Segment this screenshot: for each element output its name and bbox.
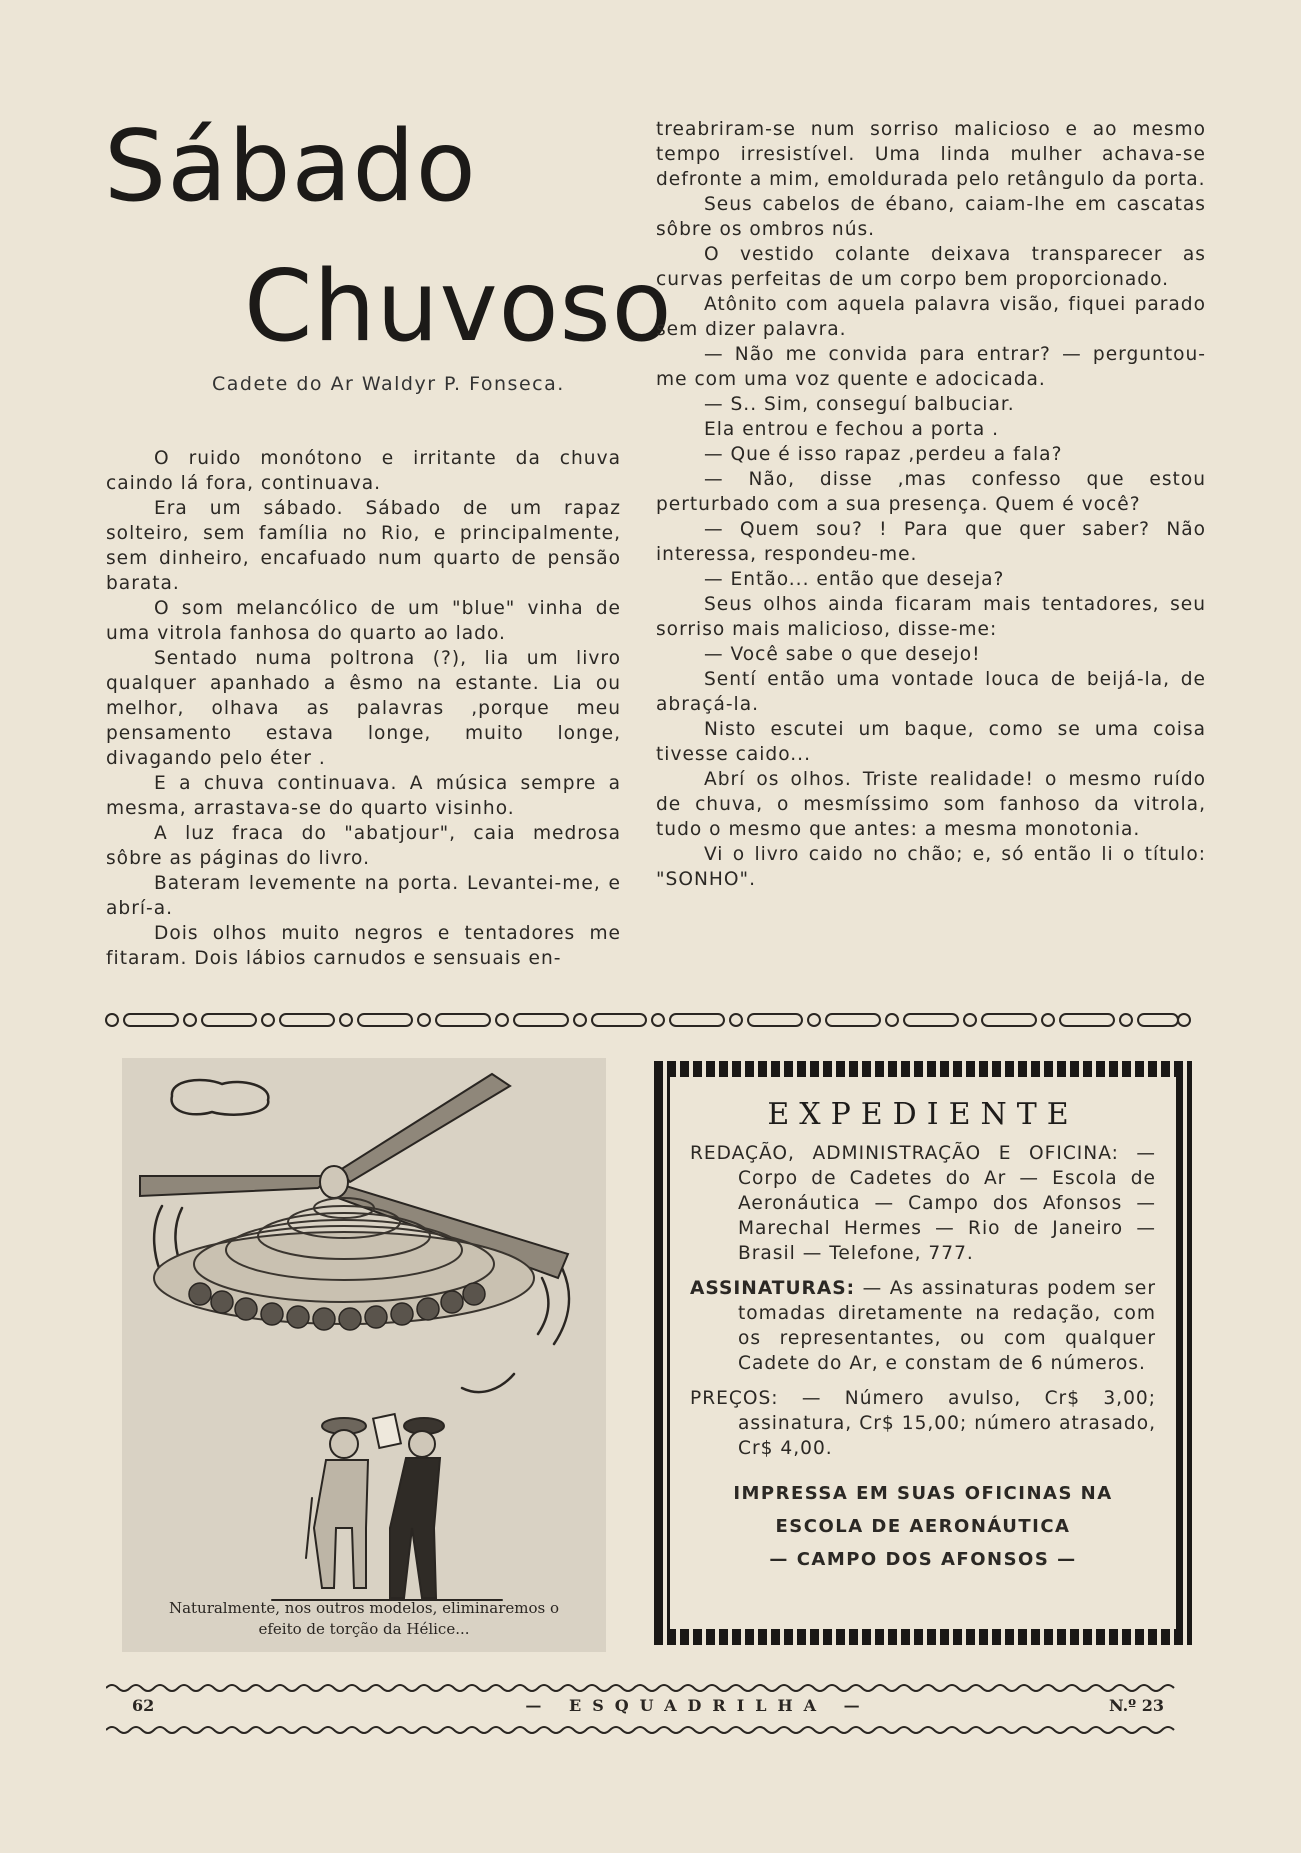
paragraph: — Não, disse ,mas confesso que estou perturbado com a sua presença. Quem é você? <box>656 469 1206 515</box>
paragraph: Sentado numa poltrona (?), lia um livro qualquer apanhado a êsmo na estante. Lia ou melhor, olhava as palavras ,porque meu pensamento estava longe, muito longe, divagando pelo éter . <box>106 648 621 769</box>
paragraph: Ela entrou e fechou a porta . <box>704 419 1000 440</box>
magazine-name: — ESQUADRILHA — <box>525 1696 871 1715</box>
paragraph: Seus cabelos de ébano, caiam-lhe em cascatas sôbre os ombros nús. <box>656 194 1206 240</box>
paragraph: O vestido colante deixava transparecer as curvas perfeitas de um corpo bem proporcionado. <box>656 244 1206 290</box>
precos-text: — Número avulso, Cr$ 3,00; assinatura, Cr$ 15,00; número atrasado, Cr$ 4,00. <box>738 1388 1156 1459</box>
paragraph: Dois olhos muito negros e tentadores me fitaram. Dois lábios carnudos e sensuais en- <box>106 923 621 969</box>
paragraph: Seus olhos ainda ficaram mais tentadores, seu sorriso mais malicioso, disse-me: <box>656 594 1206 640</box>
paragraph: — Você sabe o que desejo! <box>704 644 981 665</box>
paragraph: O som melancólico de um "blue" vinha de uma vitrola fanhosa do quarto ao lado. <box>106 598 621 644</box>
page-footer <box>132 1696 1164 1718</box>
expediente-title: EXPEDIENTE <box>767 1097 1079 1132</box>
impressa-block <box>690 1477 1156 1576</box>
cartoon-illustration <box>122 1058 606 1652</box>
paragraph: A luz fraca do "abatjour", caia medrosa sôbre as páginas do livro. <box>106 823 621 869</box>
wave-rule-top <box>106 1681 1182 1695</box>
paragraph: — S.. Sim, conseguí balbuciar. <box>704 394 1015 415</box>
precos-block <box>690 1386 1156 1461</box>
impressa-line: IMPRESSA EM SUAS OFICINAS NA <box>733 1483 1113 1504</box>
paragraph: — Quem sou? ! Para que quer saber? Não interessa, respondeu-me. <box>656 519 1206 565</box>
redacao-label: REDAÇÃO, ADMINISTRAÇÃO E OFICINA: <box>690 1143 1119 1164</box>
issue-number: N.º 23 <box>1108 1696 1164 1715</box>
expediente-content <box>690 1097 1156 1576</box>
assinaturas-text: — As assinaturas podem ser tomadas diretamente na redação, com os representantes, ou com qualquer Cadete do Ar, e constam de 6 números. <box>738 1278 1156 1374</box>
paragraph-continuation: treabriram-se num sorriso malicioso e ao mesmo tempo irresistível. Uma linda mulher achava-se defronte a mim, emoldurada pelo retângulo da porta. <box>656 119 1206 190</box>
article-column-right <box>656 117 1206 892</box>
impressa-line: ESCOLA DE AERONÁUTICA <box>775 1516 1071 1537</box>
paragraph: — Não me convida para entrar? — perguntou-me com uma voz quente e adocicada. <box>656 344 1206 390</box>
paragraph: — Que é isso rapaz ,perdeu a fala? <box>704 444 1063 465</box>
article-title-line2: Chuvoso <box>244 250 673 364</box>
paragraph: Vi o livro caido no chão; e, só então li o título: "SONHO". <box>656 844 1206 890</box>
helicopter-cartoon-drawing <box>122 1058 606 1652</box>
wave-rule-bottom <box>106 1723 1182 1737</box>
article-title-line1: Sábado <box>104 110 477 224</box>
paragraph: E a chuva continuava. A música sempre a mesma, arrastava-se do quarto visinho. <box>106 773 621 819</box>
cartoon-caption <box>124 1598 604 1640</box>
paragraph: Sentí então uma vontade louca de beijá-la, de abraçá-la. <box>656 669 1206 715</box>
impressa-line: — CAMPO DOS AFONSOS — <box>769 1549 1077 1570</box>
redacao-block <box>690 1141 1156 1266</box>
redacao-text: — Corpo de Cadetes do Ar — Escola de Aeronáutica — Campo dos Afonsos — Marechal Hermes — Rio de Janeiro — Brasil — Telefone, 777. <box>738 1143 1156 1264</box>
paragraph: Era um sábado. Sábado de um rapaz solteiro, sem família no Rio, e principalmente, sem dinheiro, encafuado num quarto de pensão barata. <box>106 498 621 594</box>
article-column-left <box>106 446 621 971</box>
paragraph: O ruido monótono e irritante da chuva caindo lá fora, continuava. <box>106 448 621 494</box>
chain-divider <box>104 1009 1192 1031</box>
caption-line: Naturalmente, nos outros modelos, eliminaremos o <box>168 1599 560 1617</box>
assinaturas-label: ASSINATURAS: <box>690 1278 856 1299</box>
paragraph: Abrí os olhos. Triste realidade! o mesmo ruído de chuva, o mesmíssimo som fanhoso da vitrola, tudo o mesmo que antes: a mesma monotonia. <box>656 769 1206 840</box>
paragraph: — Então... então que deseja? <box>704 569 1005 590</box>
paragraph: Atônito com aquela palavra visão, fiquei parado sem dizer palavra. <box>656 294 1206 340</box>
page-number: 62 <box>132 1696 155 1715</box>
caption-line: efeito de torção da Hélice... <box>258 1620 470 1638</box>
precos-label: PREÇOS: <box>690 1388 779 1409</box>
paragraph: Nisto escutei um baque, como se uma coisa tivesse caido... <box>656 719 1206 765</box>
article-byline: Cadete do Ar Waldyr P. Fonseca. <box>212 373 565 395</box>
paragraph: Bateram levemente na porta. Levantei-me, e abrí-a. <box>106 873 621 919</box>
assinaturas-block <box>690 1276 1156 1376</box>
